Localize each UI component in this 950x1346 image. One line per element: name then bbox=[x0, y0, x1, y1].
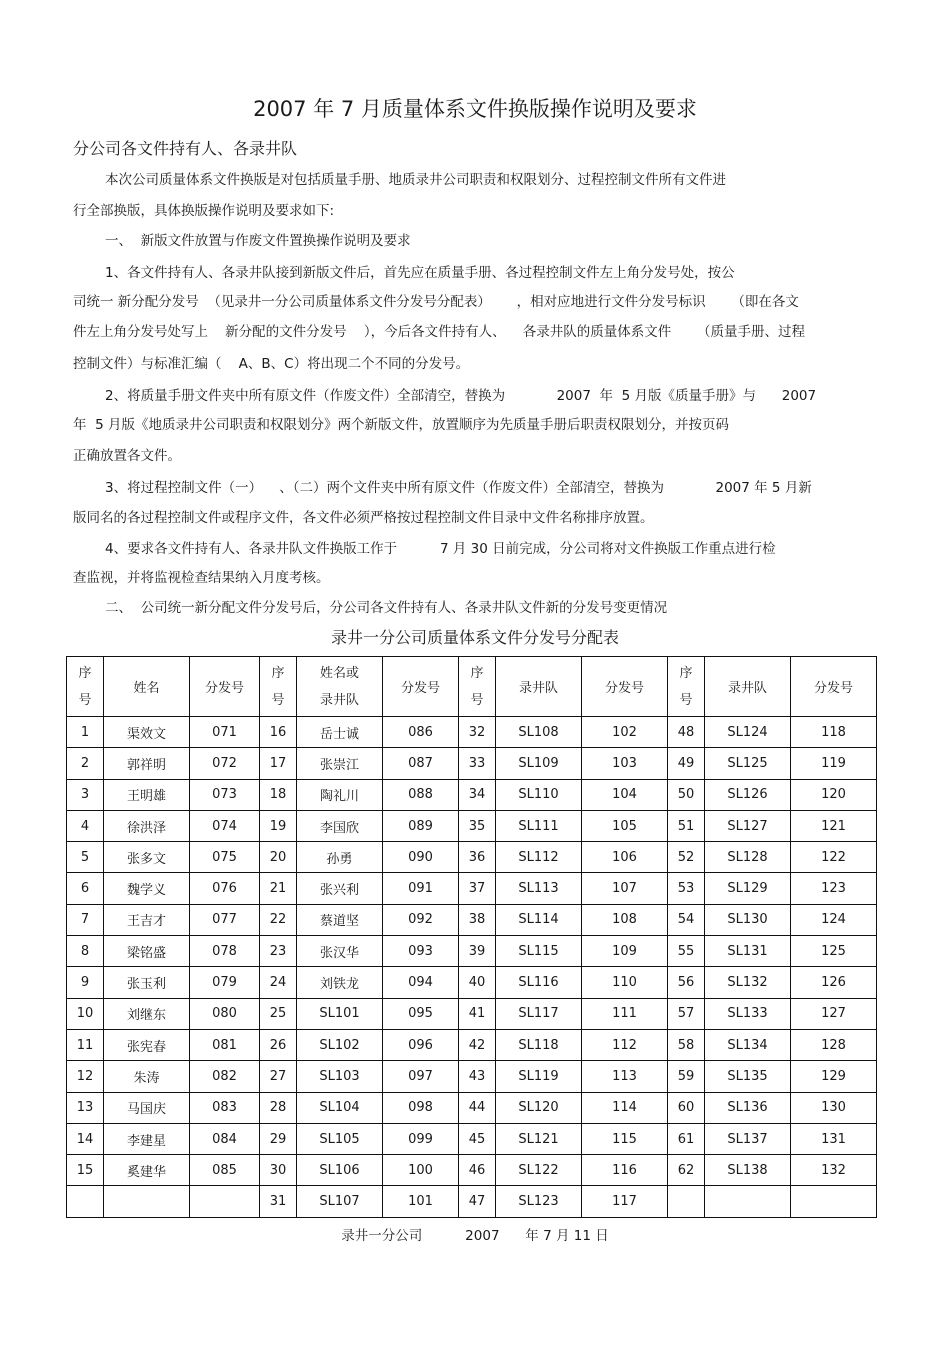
header-cell: 分发号 bbox=[791, 657, 877, 717]
table-cell: 58 bbox=[668, 1029, 705, 1060]
table-cell: SL124 bbox=[705, 717, 791, 748]
table-cell: 128 bbox=[791, 1029, 877, 1060]
table-cell: 4 bbox=[67, 810, 104, 841]
table-cell: 郭祥明 bbox=[104, 748, 190, 779]
table-cell: 10 bbox=[67, 998, 104, 1029]
table-cell: 60 bbox=[668, 1092, 705, 1123]
table-cell: 7 bbox=[67, 904, 104, 935]
header-cell: 序号 bbox=[260, 657, 297, 717]
table-cell: 080 bbox=[190, 998, 260, 1029]
body-line: 1、各文件持有人、各录井队接到新版文件后，首先应在质量手册、各过程控制文件左上角分发号处，按公 bbox=[105, 265, 735, 281]
table-cell: SL112 bbox=[496, 842, 582, 873]
table-row bbox=[67, 998, 877, 1029]
recipients-line: 分公司各文件持有人、各录井队 bbox=[73, 139, 298, 158]
table-cell: 49 bbox=[668, 748, 705, 779]
table-row bbox=[67, 1186, 877, 1217]
table-cell: 渠效文 bbox=[104, 717, 190, 748]
table-cell: 083 bbox=[190, 1092, 260, 1123]
body-line: 3、将过程控制文件（一） 、（二）两个文件夹中所有原文件（作废文件）全部清空，替换为 2007 年 5 月新 bbox=[105, 480, 812, 496]
table-cell: 092 bbox=[383, 904, 459, 935]
table-cell: 119 bbox=[791, 748, 877, 779]
table-cell: 53 bbox=[668, 873, 705, 904]
table-cell: 李建星 bbox=[104, 1123, 190, 1154]
table-cell: 17 bbox=[260, 748, 297, 779]
table-row bbox=[67, 748, 877, 779]
table-cell: 44 bbox=[459, 1092, 496, 1123]
table-cell: 078 bbox=[190, 936, 260, 967]
table-cell: 王明雄 bbox=[104, 779, 190, 810]
table-row bbox=[67, 1155, 877, 1186]
table-cell: 085 bbox=[190, 1155, 260, 1186]
table-cell: 刘铁龙 bbox=[297, 967, 383, 998]
table-row bbox=[67, 1029, 877, 1060]
table-cell: 123 bbox=[791, 873, 877, 904]
header-cell: 序号 bbox=[668, 657, 705, 717]
header-cell: 序号 bbox=[459, 657, 496, 717]
table-cell: 5 bbox=[67, 842, 104, 873]
table-cell: 59 bbox=[668, 1061, 705, 1092]
table-cell: SL113 bbox=[496, 873, 582, 904]
table-cell: 086 bbox=[383, 717, 459, 748]
table-cell: SL115 bbox=[496, 936, 582, 967]
table-cell: SL105 bbox=[297, 1123, 383, 1154]
table-cell: SL135 bbox=[705, 1061, 791, 1092]
table-cell: SL120 bbox=[496, 1092, 582, 1123]
table-cell: 21 bbox=[260, 873, 297, 904]
table-cell: 110 bbox=[582, 967, 668, 998]
body-line: 司统一 新分配分发号 （见录井一分公司质量体系文件分发号分配表） ，相对应地进行文件分发号标识 （即在各文 bbox=[73, 294, 799, 310]
table-cell: 57 bbox=[668, 998, 705, 1029]
table-body bbox=[67, 717, 877, 1218]
header-cell: 分发号 bbox=[383, 657, 459, 717]
table-cell: 61 bbox=[668, 1123, 705, 1154]
table-cell: 24 bbox=[260, 967, 297, 998]
table-cell: 109 bbox=[582, 936, 668, 967]
table-cell: 36 bbox=[459, 842, 496, 873]
table-cell: 40 bbox=[459, 967, 496, 998]
table-cell: 081 bbox=[190, 1029, 260, 1060]
header-cell: 录井队 bbox=[705, 657, 791, 717]
table-cell: SL129 bbox=[705, 873, 791, 904]
table-cell: 李国欣 bbox=[297, 810, 383, 841]
table-cell: 岳士诚 bbox=[297, 717, 383, 748]
table-cell: SL111 bbox=[496, 810, 582, 841]
table-cell: 113 bbox=[582, 1061, 668, 1092]
table-cell: SL127 bbox=[705, 810, 791, 841]
table-cell: 115 bbox=[582, 1123, 668, 1154]
table-cell: 072 bbox=[190, 748, 260, 779]
table-cell: 095 bbox=[383, 998, 459, 1029]
table-cell: 132 bbox=[791, 1155, 877, 1186]
table-cell: 8 bbox=[67, 936, 104, 967]
table-cell: 131 bbox=[791, 1123, 877, 1154]
table-cell: 071 bbox=[190, 717, 260, 748]
table-cell: SL138 bbox=[705, 1155, 791, 1186]
table-cell: 42 bbox=[459, 1029, 496, 1060]
table-cell: 077 bbox=[190, 904, 260, 935]
table-cell: 15 bbox=[67, 1155, 104, 1186]
body-line: 4、要求各文件持有人、各录井队文件换版工作于 7 月 30 日前完成，分公司将对文件换版工作重点进行检 bbox=[105, 541, 776, 557]
table-cell: 079 bbox=[190, 967, 260, 998]
table-cell bbox=[190, 1186, 260, 1217]
table-cell: 48 bbox=[668, 717, 705, 748]
table-cell: 090 bbox=[383, 842, 459, 873]
section-heading: 二、 公司统一新分配文件分发号后，分公司各文件持有人、各录井队文件新的分发号变更情况 bbox=[105, 600, 668, 616]
table-cell: 106 bbox=[582, 842, 668, 873]
table-header-row bbox=[67, 657, 877, 717]
table-cell: 104 bbox=[582, 779, 668, 810]
table-cell: SL136 bbox=[705, 1092, 791, 1123]
table-cell: 22 bbox=[260, 904, 297, 935]
table-cell: 101 bbox=[383, 1186, 459, 1217]
table-cell: SL107 bbox=[297, 1186, 383, 1217]
table-cell: 张崇江 bbox=[297, 748, 383, 779]
header-cell: 姓名 bbox=[104, 657, 190, 717]
table-cell: 100 bbox=[383, 1155, 459, 1186]
table-cell: 098 bbox=[383, 1092, 459, 1123]
table-cell: 116 bbox=[582, 1155, 668, 1186]
table-row bbox=[67, 904, 877, 935]
table-cell: SL130 bbox=[705, 904, 791, 935]
table-row bbox=[67, 873, 877, 904]
table-cell: 14 bbox=[67, 1123, 104, 1154]
table-cell: 33 bbox=[459, 748, 496, 779]
header-cell: 分发号 bbox=[582, 657, 668, 717]
table-cell: SL104 bbox=[297, 1092, 383, 1123]
table-cell: 29 bbox=[260, 1123, 297, 1154]
body-line: 查监视，并将监视检查结果纳入月度考核。 bbox=[73, 570, 330, 586]
table-cell: 102 bbox=[582, 717, 668, 748]
table-cell: 孙勇 bbox=[297, 842, 383, 873]
table-cell: 099 bbox=[383, 1123, 459, 1154]
header-cell: 序号 bbox=[67, 657, 104, 717]
table-cell: SL117 bbox=[496, 998, 582, 1029]
table-cell: 120 bbox=[791, 779, 877, 810]
table-cell: 56 bbox=[668, 967, 705, 998]
header-cell: 姓名或录井队 bbox=[297, 657, 383, 717]
table-cell: 39 bbox=[459, 936, 496, 967]
table-row bbox=[67, 1061, 877, 1092]
table-cell: 129 bbox=[791, 1061, 877, 1092]
table-cell: 张多文 bbox=[104, 842, 190, 873]
table-cell: 2 bbox=[67, 748, 104, 779]
table-row bbox=[67, 967, 877, 998]
table-cell: 34 bbox=[459, 779, 496, 810]
table-cell: 52 bbox=[668, 842, 705, 873]
table-cell: 108 bbox=[582, 904, 668, 935]
table-cell: 51 bbox=[668, 810, 705, 841]
table-cell: 096 bbox=[383, 1029, 459, 1060]
table-cell: 073 bbox=[190, 779, 260, 810]
body-line: 本次公司质量体系文件换版是对包括质量手册、地质录井公司职责和权限划分、过程控制文件所有文件进 bbox=[105, 172, 726, 188]
table-cell: 091 bbox=[383, 873, 459, 904]
table-cell: SL137 bbox=[705, 1123, 791, 1154]
body-line: 版同名的各过程控制文件或程序文件，各文件必须严格按过程控制文件目录中文件名称排序放置。 bbox=[73, 510, 654, 526]
table-cell bbox=[705, 1186, 791, 1217]
table-cell: 朱涛 bbox=[104, 1061, 190, 1092]
table-cell: 55 bbox=[668, 936, 705, 967]
table-cell: 徐洪泽 bbox=[104, 810, 190, 841]
table-cell: 12 bbox=[67, 1061, 104, 1092]
table-title: 录井一分公司质量体系文件分发号分配表 bbox=[330, 628, 619, 647]
table-cell: 35 bbox=[459, 810, 496, 841]
table-cell: 111 bbox=[582, 998, 668, 1029]
table-cell: 46 bbox=[459, 1155, 496, 1186]
table-cell: 19 bbox=[260, 810, 297, 841]
table-cell: SL108 bbox=[496, 717, 582, 748]
table-cell: 117 bbox=[582, 1186, 668, 1217]
table-cell: SL101 bbox=[297, 998, 383, 1029]
table-cell: SL125 bbox=[705, 748, 791, 779]
table-cell: SL116 bbox=[496, 967, 582, 998]
table-cell bbox=[668, 1186, 705, 1217]
table-cell: 122 bbox=[791, 842, 877, 873]
table-cell: 130 bbox=[791, 1092, 877, 1123]
table-cell: 075 bbox=[190, 842, 260, 873]
table-cell: 105 bbox=[582, 810, 668, 841]
table-cell: SL132 bbox=[705, 967, 791, 998]
document-title: 2007 年 7 月质量体系文件换版操作说明及要求 bbox=[253, 97, 697, 121]
table-cell: 084 bbox=[190, 1123, 260, 1154]
body-line: 正确放置各文件。 bbox=[73, 448, 181, 464]
table-cell: 25 bbox=[260, 998, 297, 1029]
table-cell: SL133 bbox=[705, 998, 791, 1029]
table-cell: 087 bbox=[383, 748, 459, 779]
table-cell: SL121 bbox=[496, 1123, 582, 1154]
table-cell: SL109 bbox=[496, 748, 582, 779]
table-cell: 26 bbox=[260, 1029, 297, 1060]
table-cell: 41 bbox=[459, 998, 496, 1029]
table-cell: 31 bbox=[260, 1186, 297, 1217]
table-row bbox=[67, 717, 877, 748]
table-cell: SL119 bbox=[496, 1061, 582, 1092]
table-cell: 陶礼川 bbox=[297, 779, 383, 810]
table-cell: 6 bbox=[67, 873, 104, 904]
section-heading: 一、 新版文件放置与作废文件置换操作说明及要求 bbox=[105, 233, 411, 249]
table-cell: 30 bbox=[260, 1155, 297, 1186]
table-cell: 076 bbox=[190, 873, 260, 904]
table-row bbox=[67, 936, 877, 967]
table-cell: 47 bbox=[459, 1186, 496, 1217]
header-cell: 分发号 bbox=[190, 657, 260, 717]
table-cell: 37 bbox=[459, 873, 496, 904]
table-cell: 13 bbox=[67, 1092, 104, 1123]
table-cell: 089 bbox=[383, 810, 459, 841]
table-cell: 121 bbox=[791, 810, 877, 841]
body-line: 行全部换版，具体换版操作说明及要求如下: bbox=[73, 203, 335, 219]
table-cell: 奚建华 bbox=[104, 1155, 190, 1186]
table-cell: 38 bbox=[459, 904, 496, 935]
table-cell: 088 bbox=[383, 779, 459, 810]
table-cell: 124 bbox=[791, 904, 877, 935]
table-cell: 16 bbox=[260, 717, 297, 748]
table-cell: 11 bbox=[67, 1029, 104, 1060]
table-cell: 103 bbox=[582, 748, 668, 779]
table-cell: SL131 bbox=[705, 936, 791, 967]
table-cell: 23 bbox=[260, 936, 297, 967]
body-line: 年 5 月版《地质录井公司职责和权限划分》两个新版文件，放置顺序为先质量手册后职责权限划分，并按页码 bbox=[73, 417, 729, 433]
table-cell bbox=[791, 1186, 877, 1217]
table-cell: 54 bbox=[668, 904, 705, 935]
table-row bbox=[67, 1123, 877, 1154]
table-cell: SL128 bbox=[705, 842, 791, 873]
table-cell: SL102 bbox=[297, 1029, 383, 1060]
table-cell: 20 bbox=[260, 842, 297, 873]
table-cell: 张兴利 bbox=[297, 873, 383, 904]
table-cell: SL114 bbox=[496, 904, 582, 935]
table-cell: 127 bbox=[791, 998, 877, 1029]
table-cell: SL126 bbox=[705, 779, 791, 810]
table-cell bbox=[67, 1186, 104, 1217]
body-line: 2、将质量手册文件夹中所有原文件（作废文件）全部清空，替换为 2007 年 5 月版《质量手册》与 2007 bbox=[105, 388, 817, 404]
table-row bbox=[67, 1092, 877, 1123]
table-row bbox=[67, 779, 877, 810]
table-cell: 魏学义 bbox=[104, 873, 190, 904]
table-cell: 082 bbox=[190, 1061, 260, 1092]
table-cell: 125 bbox=[791, 936, 877, 967]
table-cell: 蔡道坚 bbox=[297, 904, 383, 935]
table-cell: SL123 bbox=[496, 1186, 582, 1217]
header-cell: 录井队 bbox=[496, 657, 582, 717]
table-cell: 074 bbox=[190, 810, 260, 841]
table-cell: 1 bbox=[67, 717, 104, 748]
table-cell: 094 bbox=[383, 967, 459, 998]
table-cell: 126 bbox=[791, 967, 877, 998]
table-cell: 梁铭盛 bbox=[104, 936, 190, 967]
table-cell: 43 bbox=[459, 1061, 496, 1092]
table-cell: 18 bbox=[260, 779, 297, 810]
body-line: 控制文件）与标准汇编（ A、B、C）将出现二个不同的分发号。 bbox=[73, 356, 470, 372]
table-cell: 张宪春 bbox=[104, 1029, 190, 1060]
table-cell: 114 bbox=[582, 1092, 668, 1123]
table-cell: 9 bbox=[67, 967, 104, 998]
table-cell: SL110 bbox=[496, 779, 582, 810]
table-cell: 32 bbox=[459, 717, 496, 748]
table-cell: 097 bbox=[383, 1061, 459, 1092]
table-cell: 王吉才 bbox=[104, 904, 190, 935]
table-cell: 3 bbox=[67, 779, 104, 810]
table-cell: 107 bbox=[582, 873, 668, 904]
table-cell: 62 bbox=[668, 1155, 705, 1186]
table-cell: SL118 bbox=[496, 1029, 582, 1060]
allocation-table bbox=[66, 656, 877, 1218]
table-cell bbox=[104, 1186, 190, 1217]
table-cell: 27 bbox=[260, 1061, 297, 1092]
table-cell: 张汉华 bbox=[297, 936, 383, 967]
table-cell: SL106 bbox=[297, 1155, 383, 1186]
table-cell: SL134 bbox=[705, 1029, 791, 1060]
table-cell: SL103 bbox=[297, 1061, 383, 1092]
table-cell: SL122 bbox=[496, 1155, 582, 1186]
table-cell: 112 bbox=[582, 1029, 668, 1060]
table-cell: 45 bbox=[459, 1123, 496, 1154]
table-cell: 118 bbox=[791, 717, 877, 748]
body-line: 件左上角分发号处写上 新分配的文件分发号 ），今后各文件持有人、 各录井队的质量体系文件 （质量手册、过程 bbox=[73, 324, 805, 340]
table-cell: 28 bbox=[260, 1092, 297, 1123]
table-row bbox=[67, 810, 877, 841]
table-cell: 50 bbox=[668, 779, 705, 810]
table-cell: 马国庆 bbox=[104, 1092, 190, 1123]
table-cell: 093 bbox=[383, 936, 459, 967]
table-cell: 刘继东 bbox=[104, 998, 190, 1029]
table-cell: 张玉利 bbox=[104, 967, 190, 998]
table-row bbox=[67, 842, 877, 873]
signature-line: 录井一分公司 2007 年 7 月 11 日 bbox=[341, 1228, 609, 1244]
